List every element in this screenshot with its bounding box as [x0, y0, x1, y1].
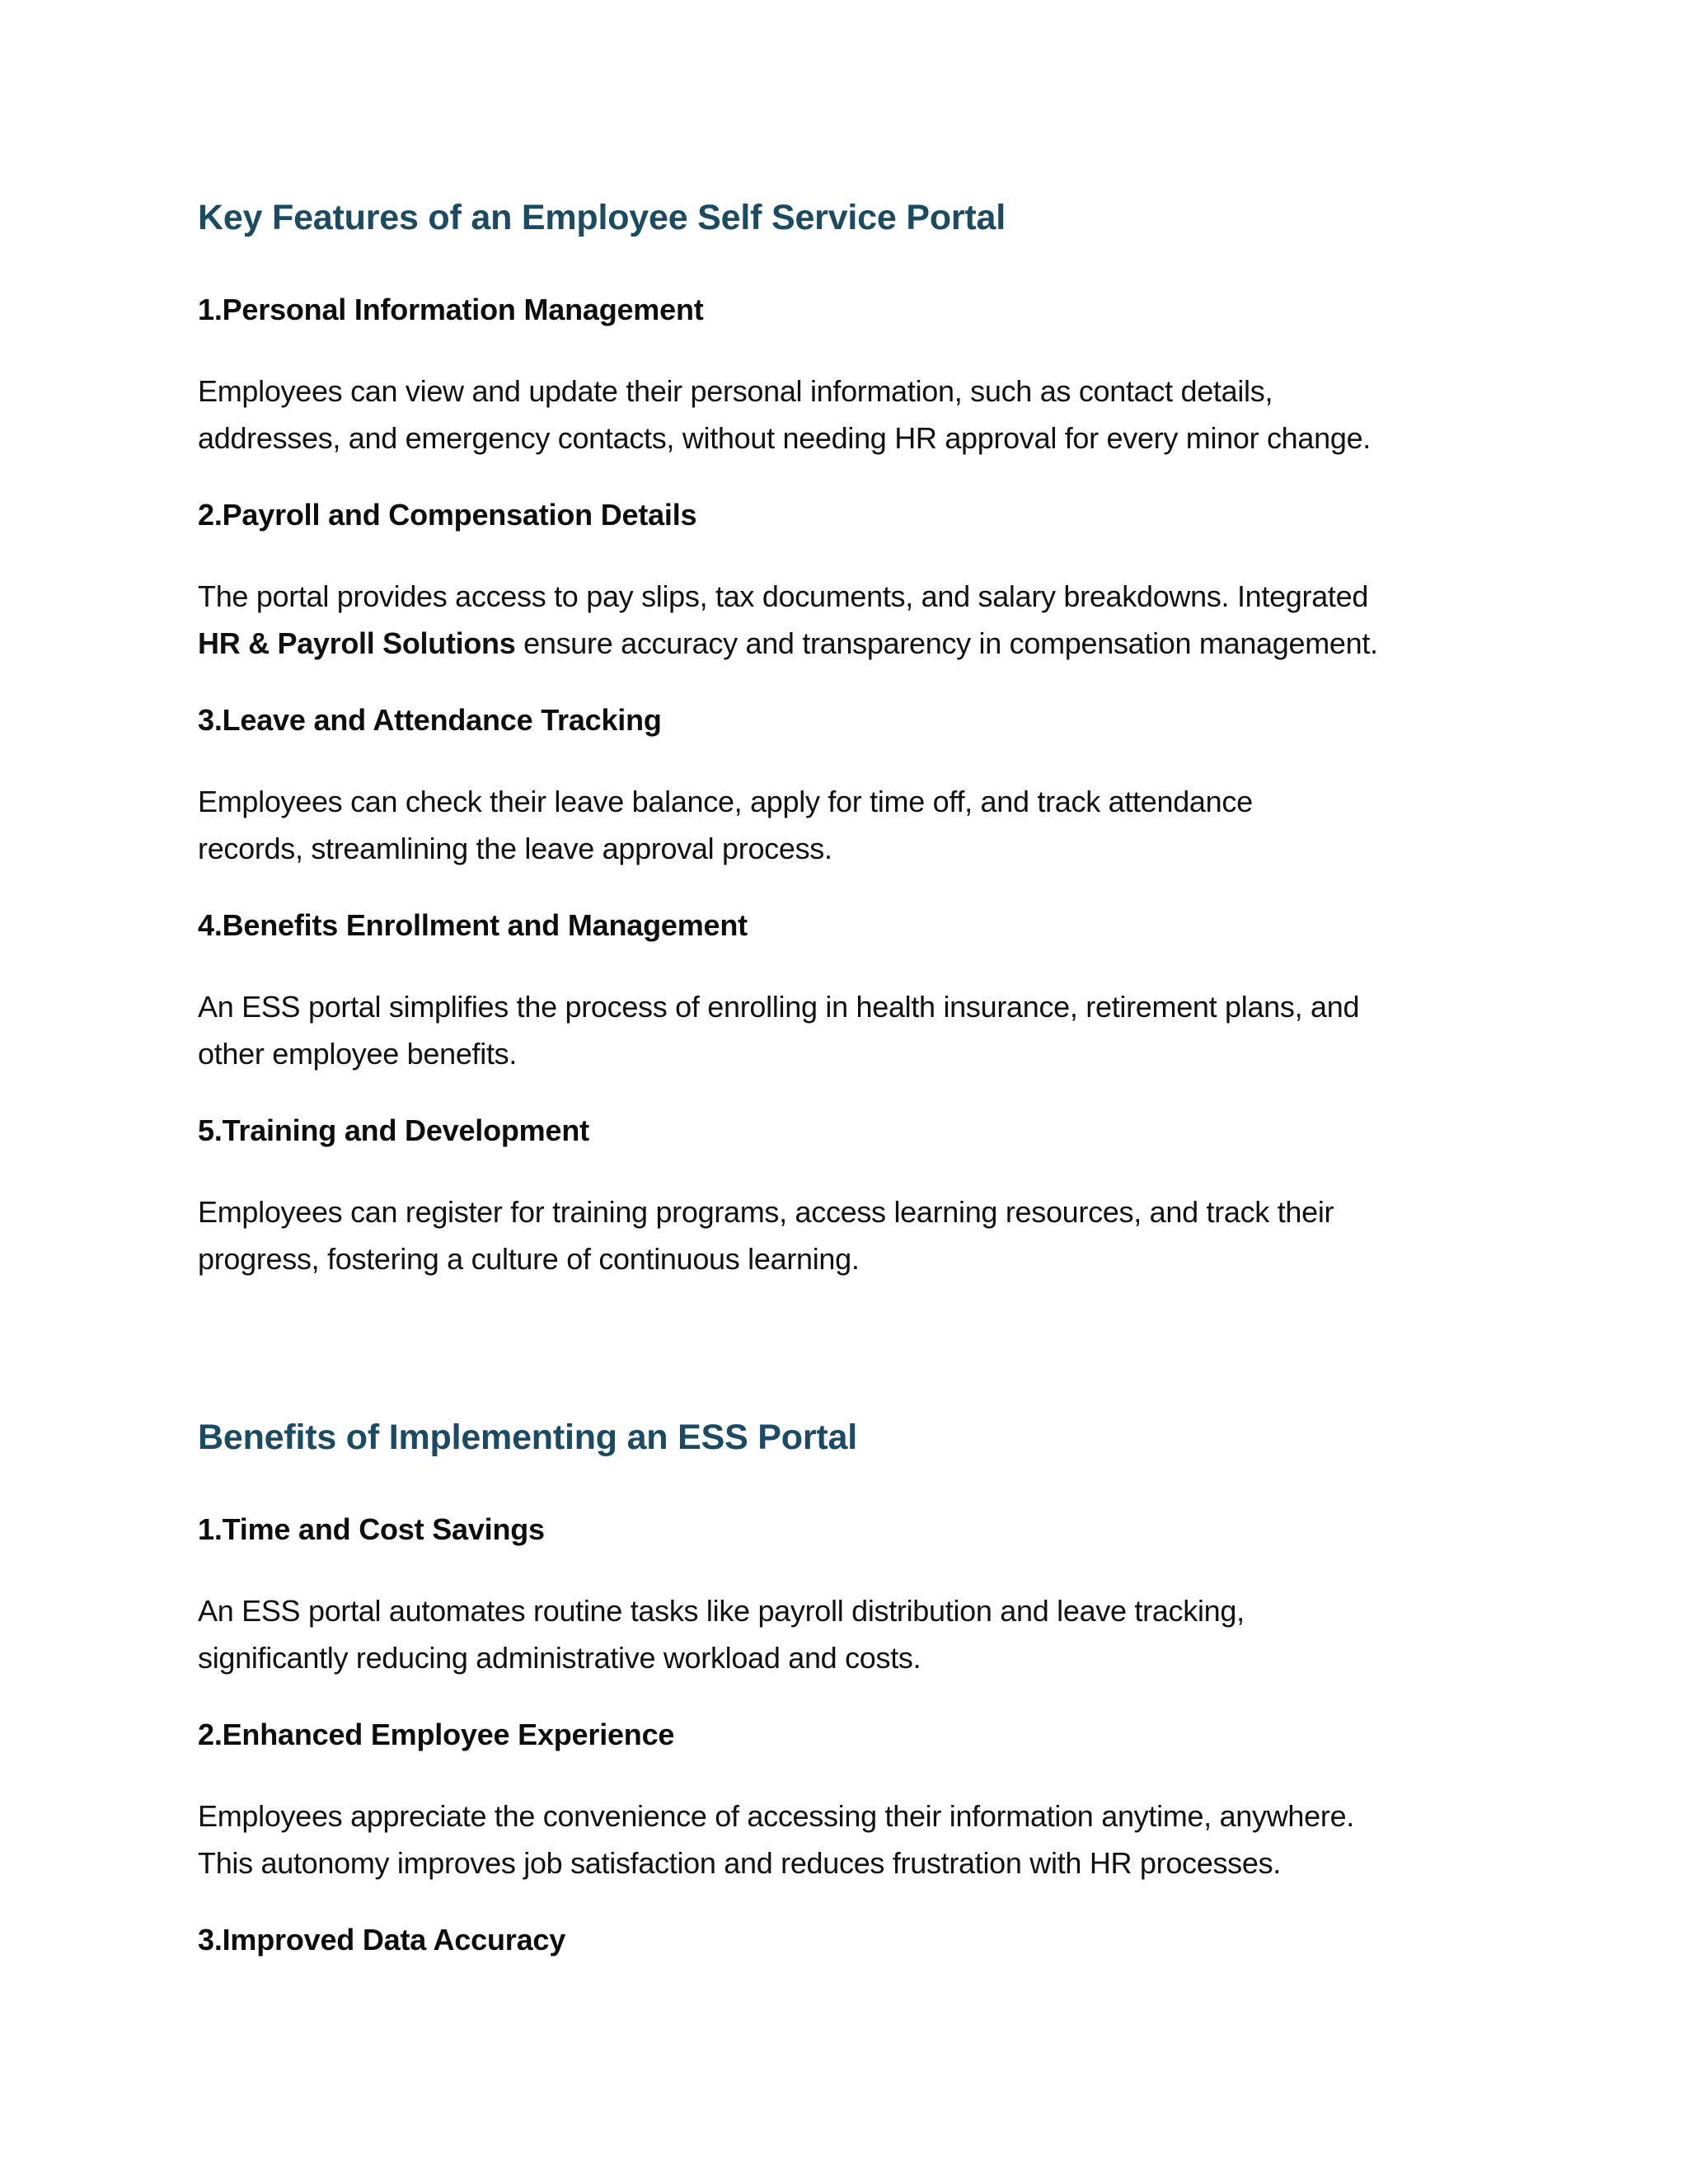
item-heading-leave-attendance: 3.Leave and Attendance Tracking — [198, 703, 662, 737]
body-line: progress, fostering a culture of continuous learning. — [198, 1242, 860, 1276]
item-heading-training-development: 5.Training and Development — [198, 1113, 589, 1147]
body-line: An ESS portal simplifies the process of enrolling in health insurance, retirement plans, and — [198, 990, 1360, 1024]
section-title-key-features: Key Features of an Employee Self Service Portal — [198, 198, 1006, 237]
item-heading-payroll-compensation: 2.Payroll and Compensation Details — [198, 498, 697, 532]
item-body-payroll-compensation — [198, 573, 1378, 667]
body-line: significantly reducing administrative workload and costs. — [198, 1641, 921, 1675]
item-body-time-cost-savings — [198, 1587, 1245, 1681]
body-line: Employees can check their leave balance, apply for time off, and track attendance — [198, 785, 1253, 818]
body-line: The portal provides access to pay slips, tax documents, and salary breakdowns. Integrated — [198, 579, 1369, 613]
body-line: other employee benefits. — [198, 1037, 518, 1071]
item-heading-data-accuracy: 3.Improved Data Accuracy — [198, 1923, 566, 1957]
item-body-personal-information — [198, 368, 1371, 462]
body-line: Employees can view and update their personal information, such as contact details, — [198, 374, 1273, 408]
hr-payroll-solutions-emphasis: HR & Payroll Solutions — [198, 626, 516, 660]
item-body-leave-attendance — [198, 778, 1253, 872]
item-heading-employee-experience: 2.Enhanced Employee Experience — [198, 1718, 675, 1751]
section-title-benefits: Benefits of Implementing an ESS Portal — [198, 1418, 857, 1457]
body-line: addresses, and emergency contacts, without needing HR approval for every minor change. — [198, 421, 1371, 455]
body-line-continuation: ensure accuracy and transparency in compensation management. — [515, 626, 1378, 660]
item-heading-time-cost-savings: 1.Time and Cost Savings — [198, 1512, 545, 1546]
item-body-employee-experience — [198, 1793, 1354, 1886]
body-line: Employees can register for training programs, access learning resources, and track their — [198, 1195, 1334, 1229]
body-line: records, streamlining the leave approval process. — [198, 832, 832, 865]
item-body-training-development — [198, 1188, 1334, 1282]
item-body-benefits-enrollment — [198, 983, 1359, 1077]
body-line: An ESS portal automates routine tasks like payroll distribution and leave tracking, — [198, 1594, 1245, 1628]
body-line: This autonomy improves job satisfaction and reduces frustration with HR processes. — [198, 1846, 1281, 1880]
body-line: Employees appreciate the convenience of accessing their information anytime, anywhere. — [198, 1799, 1354, 1833]
item-heading-personal-information: 1.Personal Information Management — [198, 293, 704, 326]
body-line — [198, 620, 1378, 667]
item-heading-benefits-enrollment: 4.Benefits Enrollment and Management — [198, 908, 748, 942]
